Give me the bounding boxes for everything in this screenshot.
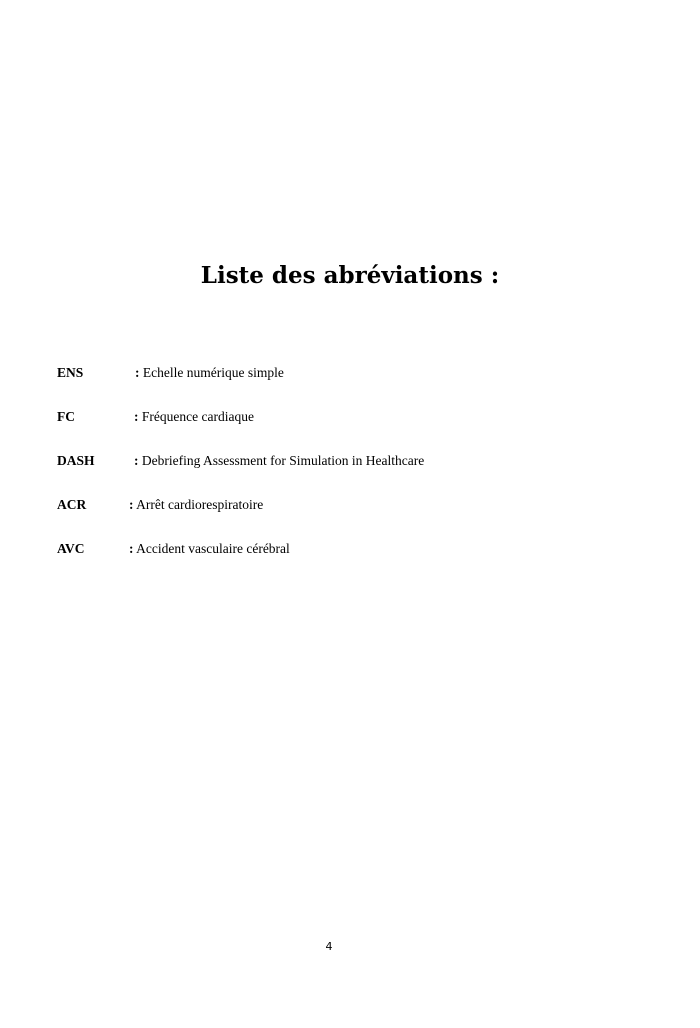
- abbreviation: FC: [57, 409, 75, 424]
- abbreviation: DASH: [57, 453, 95, 468]
- abbreviation: ENS: [57, 365, 84, 380]
- separator: :: [129, 541, 134, 556]
- abbreviation: ACR: [57, 497, 87, 512]
- definition: Accident vasculaire cérébral: [136, 541, 290, 556]
- definition: Debriefing Assessment for Simulation in Healthcare: [141, 453, 425, 468]
- abbreviation: AVC: [57, 541, 85, 556]
- definition: Echelle numérique simple: [142, 365, 284, 380]
- page-title: Liste des abréviations :: [200, 262, 500, 289]
- definition: Arrêt cardiorespiratoire: [136, 497, 264, 512]
- definition: Fréquence cardiaque: [141, 409, 254, 424]
- page-number: 4: [325, 940, 333, 953]
- separator: :: [129, 497, 134, 512]
- separator: :: [134, 409, 139, 424]
- separator: :: [134, 453, 139, 468]
- separator: :: [135, 365, 140, 380]
